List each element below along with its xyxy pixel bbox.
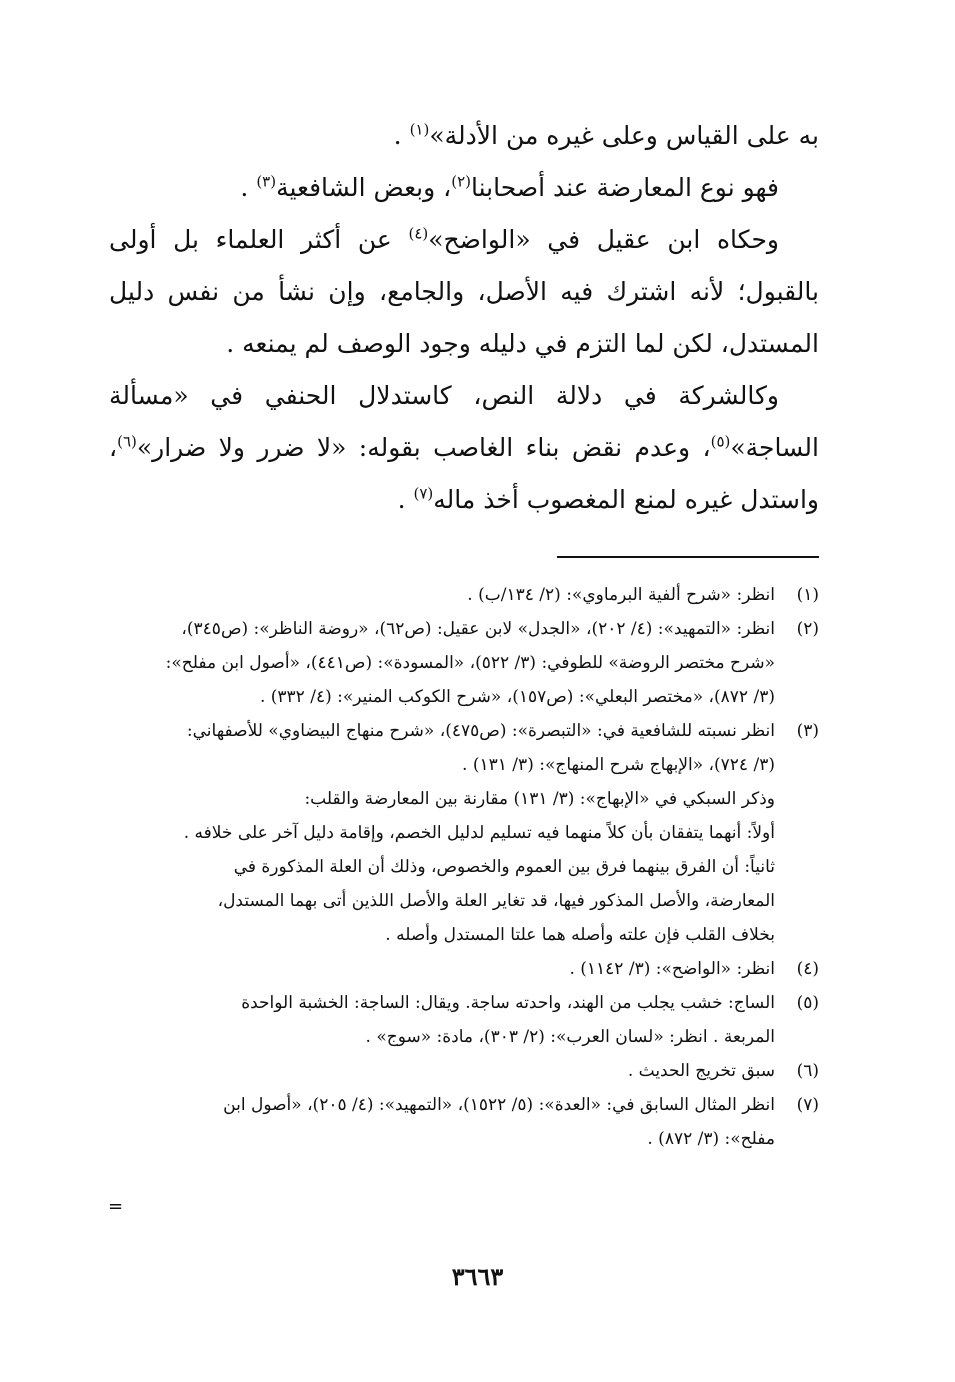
paragraph-4-text-1: وكالشركة في دلالة النص، كاستدلال الحنفي في «مسألة الساجة» (109, 381, 819, 462)
footnote-line: انظر: «التمهيد»: (٤/ ٢٠٢)، «الجدل» لابن عقيل: (ص٦٢)، «روضة الناظر»: (ص٣٤٥)، (181, 619, 775, 639)
page-number: ٣٦٦٣ (451, 1262, 504, 1291)
paragraph-3-text-1: وحكاه ابن عقيل في «الواضح» (428, 225, 779, 254)
footnote-number: (٦) (796, 1061, 819, 1081)
footnote-number: (٤) (796, 959, 819, 979)
footnote-3 (111, 714, 819, 952)
footnote-line: سبق تخريج الحديث . (627, 1061, 775, 1081)
footnote-number: (١) (796, 585, 819, 605)
footnote-body (111, 986, 775, 1054)
footnote-separator (557, 556, 819, 558)
footnote-ref-5[interactable]: (٥) (710, 432, 731, 451)
paragraph-2 (109, 162, 819, 214)
footnote-body (111, 714, 775, 952)
footnote-body (111, 1054, 775, 1088)
footnote-body (111, 578, 775, 612)
footnote-4 (111, 952, 819, 986)
footnote-ref-4[interactable]: (٤) (408, 224, 429, 243)
paragraph-2-text-2: ، وبعض الشافعية (276, 173, 452, 202)
footnote-body (111, 612, 775, 714)
footnote-number: (٢) (796, 619, 819, 639)
footnote-2 (111, 612, 819, 714)
footnote-line: بخلاف القلب فإن علته وأصله هما علتا المستدل وأصله . (385, 925, 775, 945)
footnote-ref-6[interactable]: (٦) (117, 432, 137, 451)
footnote-ref-3[interactable]: (٣) (256, 172, 277, 191)
paragraph-1-end: . (393, 121, 410, 150)
paragraph-4 (109, 370, 819, 526)
paragraph-4-text-3: ، واستدل غيره لمنع المغصوب أخذ ماله (109, 433, 819, 514)
footnote-line: ثانياً: أن الفرق بينهما فرق بين العموم والخصوص، وذلك أن العلة المذكورة في (233, 857, 775, 877)
footnote-5 (111, 986, 819, 1054)
footnote-6 (111, 1054, 819, 1088)
paragraph-3 (109, 214, 819, 370)
footnote-line: (٣/ ٨٧٢)، «مختصر البعلي»: (ص١٥٧)، «شرح الكوكب المنير»: (٤/ ٣٣٢) . (259, 687, 775, 707)
footnote-line: مفلح»: (٣/ ٨٧٢) . (647, 1129, 775, 1149)
paragraph-1 (109, 110, 819, 162)
main-text (109, 110, 819, 526)
footnote-line: المعارضة، والأصل المذكور فيها، قد تغاير العلة والأصل اللذين أتى بهما المستدل، (217, 891, 775, 911)
paragraph-4-end: . (397, 485, 414, 514)
footnote-line: المربعة . انظر: «لسان العرب»: (٢/ ٣٠٣)، مادة: «سوج» . (365, 1027, 775, 1047)
footnote-body (111, 952, 775, 986)
paragraph-2-text-1: فهو نوع المعارضة عند أصحابنا (471, 173, 779, 202)
footnote-line: انظر المثال السابق في: «العدة»: (٥/ ١٥٢٢)، «التمهيد»: (٤/ ٢٠٥)، «أصول ابن (223, 1095, 775, 1115)
footnote-line: انظر: «شرح ألفية البرماوي»: (٢/ ١٣٤/ب) . (467, 585, 775, 605)
footnote-body (111, 1088, 775, 1156)
footnote-ref-7[interactable]: (٧) (413, 484, 434, 503)
footnote-line: وذكر السبكي في «الإبهاج»: (٣/ ١٣١) مقارنة بين المعارضة والقلب: (304, 789, 775, 809)
footnote-number: (٣) (796, 721, 819, 741)
footnote-line: انظر: «الواضح»: (٣/ ١١٤٢) . (569, 959, 775, 979)
footnote-line: انظر نسبته للشافعية في: «التبصرة»: (ص٤٧٥)، «شرح منهاج البيضاوي» للأصفهاني: (186, 721, 775, 741)
footnote-line: (٣/ ٧٢٤)، «الإبهاج شرح المنهاج»: (٣/ ١٣١) . (462, 755, 775, 775)
footnotes (111, 578, 819, 1156)
footnote-number: (٥) (796, 993, 819, 1013)
footnote-line: أولاً: أنهما يتفقان بأن كلاً منهما فيه تسليم لدليل الخصم، وإقامة دليل آخر على خلافه . (183, 823, 775, 843)
footnote-line: الساج: خشب يجلب من الهند، واحدته ساجة. ويقال: الساجة: الخشبة الواحدة (241, 993, 775, 1013)
footnote-ref-1[interactable]: (١) (409, 120, 430, 139)
paragraph-4-text-2: ، وعدم نقض بناء الغاصب بقوله: «لا ضرر ولا ضرار» (136, 433, 711, 462)
continuation-mark: = (108, 1196, 124, 1217)
paragraph-3-text-2: عن أكثر العلماء بل أولى بالقبول؛ لأنه اشترك فيه الأصل، والجامع، وإن نشأ من نفس دليل المستدل، لكن لما التزم في دليله وجود الوصف لم يمنعه . (109, 225, 819, 358)
footnote-line: «شرح مختصر الروضة» للطوفي: (٣/ ٥٢٢)، «المسودة»: (ص٤٤١)، «أصول ابن مفلح»: (165, 653, 775, 673)
footnote-1 (111, 578, 819, 612)
paragraph-1-text: به على القياس وعلى غيره من الأدلة» (429, 121, 819, 150)
footnote-7 (111, 1088, 819, 1156)
footnote-ref-2[interactable]: (٢) (451, 172, 471, 191)
paragraph-2-end: . (240, 173, 257, 202)
footnote-number: (٧) (796, 1095, 819, 1115)
